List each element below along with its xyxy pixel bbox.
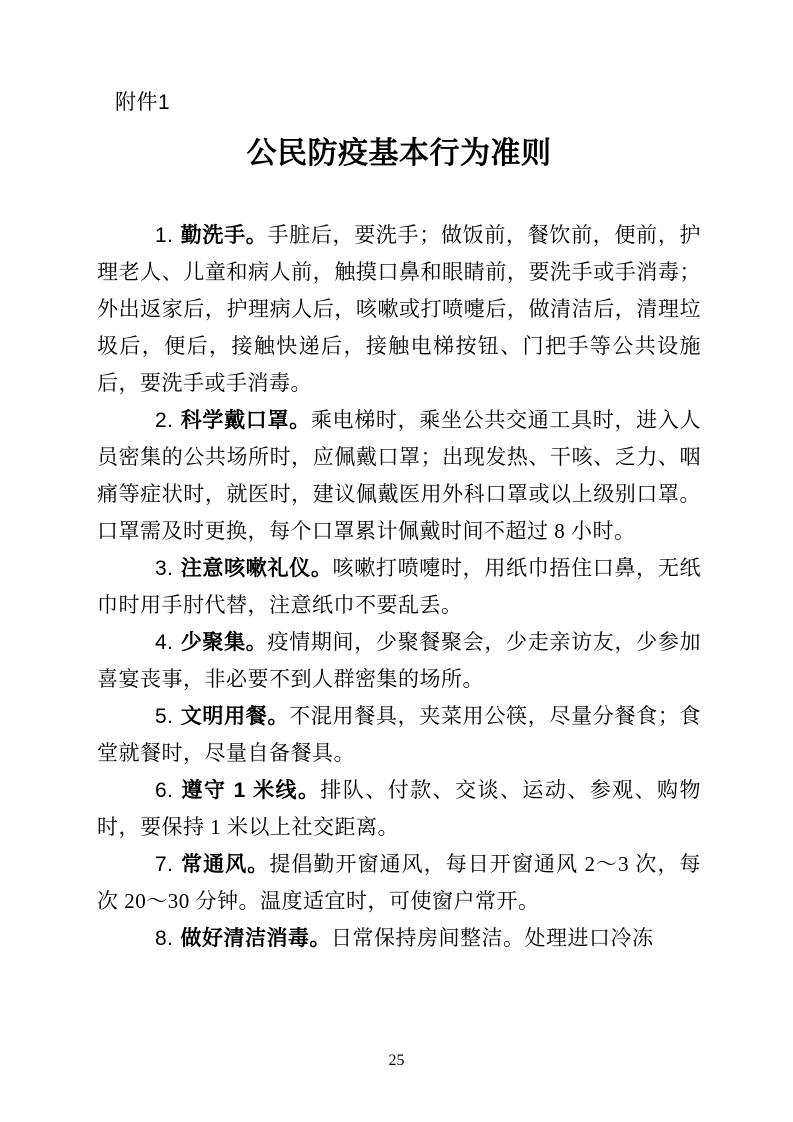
attachment-label: 附件1 [115, 91, 171, 114]
paragraph-lead: 勤洗手。 [180, 224, 268, 247]
paragraph-lead: 科学戴口罩。 [180, 409, 311, 432]
paragraph-text: 提倡勤开窗通风，每日开窗通风 2～3 次，每次 20～30 分钟。温度适宜时，可使窗户常开。 [97, 852, 701, 913]
paragraph-text: 疫情期间，少聚餐聚会，少走亲访友，少参加喜宴丧事，非必要不到人群密集的场所。 [97, 630, 702, 691]
paragraph-5 [97, 698, 701, 772]
paragraph-6 [97, 772, 701, 846]
paragraph-text: 日常保持房间整洁。处理进口冷冻 [331, 926, 654, 950]
paragraph-8 [97, 920, 701, 957]
page-number: 25 [388, 1052, 405, 1069]
paragraph-number: 7. [155, 853, 174, 876]
paragraph-text: 不混用餐具，夹菜用公筷，尽量分餐食；食堂就餐时，尽量自备餐具。 [97, 704, 702, 765]
document-body [97, 217, 701, 957]
paragraph-number: 6. [155, 779, 174, 802]
paragraph-text: 手脏后，要洗手；做饭前，餐饮前，便前，护理老人、儿童和病人前，触摸口鼻和眼睛前，要洗手或手消毒；外出返家后，护理病人后，咳嗽或打喷嚏后，做清洁后，清理垃圾后，便后，接触快递后，接触电梯按钮、门把手等公共设施后，要洗手或手消毒。 [97, 223, 702, 395]
paragraph-number: 4. [155, 631, 174, 654]
paragraph-7 [97, 846, 701, 920]
paragraph-lead: 文明用餐。 [180, 705, 290, 728]
paragraph-number: 3. [155, 557, 174, 580]
paragraph-number: 8. [155, 927, 174, 950]
document-title: 公民防疫基本行为准则 [246, 137, 552, 170]
paragraph-lead: 少聚集。 [180, 631, 268, 654]
paragraph-3 [97, 550, 701, 624]
paragraph-lead: 注意咳嗽礼仪。 [180, 557, 333, 580]
paragraph-number: 5. [155, 705, 174, 728]
paragraph-text: 咳嗽打喷嚏时，用纸巾捂住口鼻，无纸巾时用手肘代替，注意纸巾不要乱丢。 [97, 556, 702, 617]
paragraph-1 [97, 217, 701, 402]
paragraph-lead: 常通风。 [180, 853, 270, 876]
paragraph-lead: 做好清洁消毒。 [180, 927, 332, 950]
paragraph-4 [97, 624, 701, 698]
paragraph-2 [97, 402, 701, 550]
paragraph-text: 乘电梯时，乘坐公共交通工具时，进入人员密集的公共场所时，应佩戴口罩；出现发热、干咳、乏力、咽痛等症状时，就医时，建议佩戴医用外科口罩或以上级别口罩。口罩需及时更换，每个口罩累计佩戴时间不超过 8 小时。 [97, 408, 702, 543]
paragraph-lead: 遵守 1 米线。 [180, 779, 321, 802]
paragraph-number: 2. [155, 409, 174, 432]
paragraph-text: 排队、付款、交谈、运动、参观、购物时，要保持 1 米以上社交距离。 [97, 778, 701, 839]
paragraph-number: 1. [155, 224, 174, 247]
